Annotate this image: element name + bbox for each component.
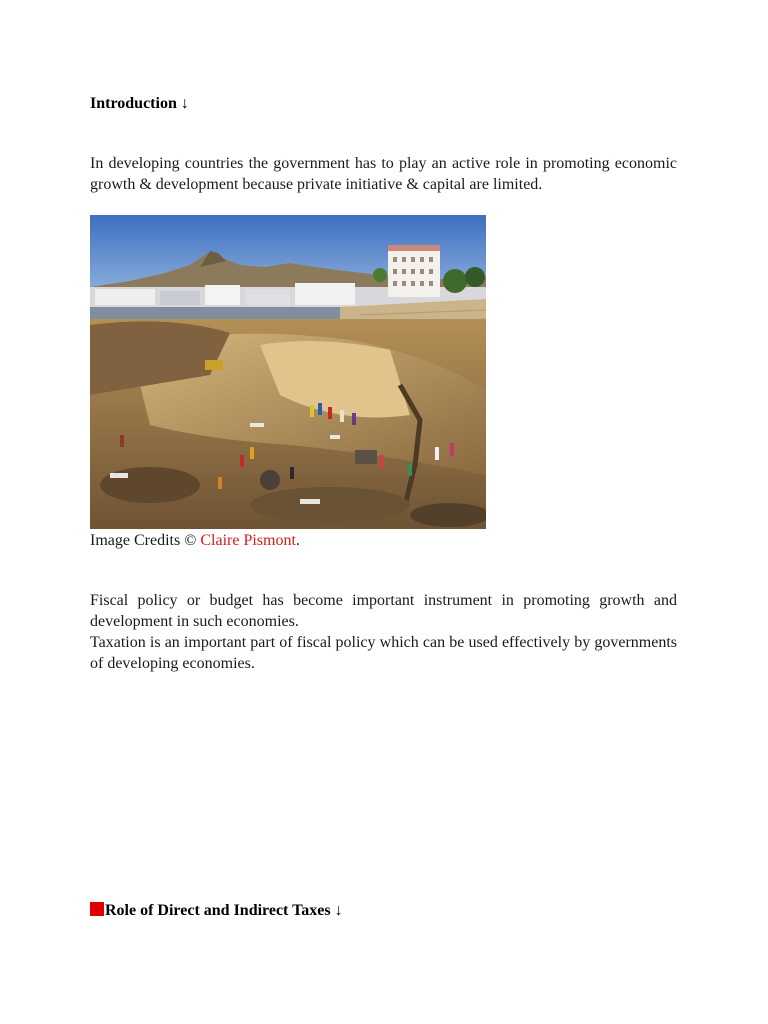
construction-site-photo — [90, 215, 486, 529]
image-credit-prefix: Image Credits © — [90, 532, 201, 549]
section-heading-introduction — [90, 94, 189, 114]
intro-paragraph: In developing countries the government has to play an active role in promoting economic growth & development because private initiative & capital are limited. — [90, 155, 677, 193]
red-bullet-icon — [90, 902, 104, 916]
image-credit-suffix: . — [295, 532, 300, 549]
fiscal-policy-paragraph: Fiscal policy or budget has become important instrument in promoting growth and development in such economies. — [90, 592, 677, 630]
taxation-paragraph: Taxation is an important part of fiscal policy which can be used effectively by governments of developing economies. — [90, 634, 677, 672]
image-credit — [90, 531, 300, 551]
heading-text: Role of Direct and Indirect Taxes ↓ — [105, 902, 343, 919]
section-heading-role-of-taxes — [90, 901, 343, 921]
photographer-link[interactable]: Claire Pismont — [200, 532, 296, 549]
heading-text: Introduction ↓ — [90, 95, 189, 112]
